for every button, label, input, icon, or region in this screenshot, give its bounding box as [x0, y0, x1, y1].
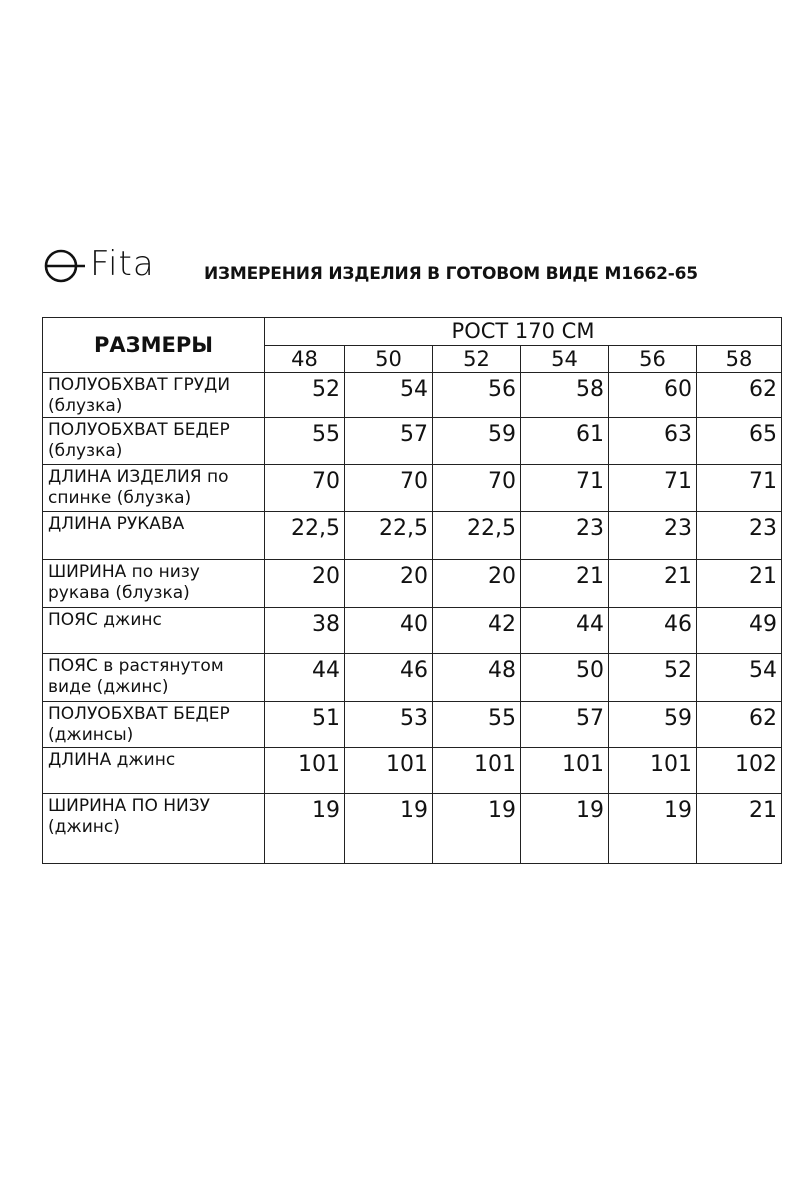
size-header: 48: [265, 345, 345, 373]
row-label: ДЛИНА джинс: [43, 748, 265, 794]
table-row: [43, 512, 782, 560]
table-cell: 46: [609, 608, 697, 654]
table-cell: 59: [433, 418, 521, 465]
row-label: ДЛИНА ИЗДЕЛИЯ по спинке (блузка): [43, 465, 265, 512]
table-cell: 70: [433, 465, 521, 512]
table-cell: 49: [697, 608, 782, 654]
table-cell: 44: [521, 608, 609, 654]
table-cell: 62: [697, 702, 782, 748]
table-cell: 22,5: [433, 512, 521, 560]
table-cell: 56: [433, 373, 521, 418]
table-cell: 50: [521, 654, 609, 702]
table-cell: 20: [345, 560, 433, 608]
table-cell: 54: [345, 373, 433, 418]
table-cell: 71: [521, 465, 609, 512]
table-cell: 58: [521, 373, 609, 418]
table-cell: 55: [433, 702, 521, 748]
size-header: 50: [345, 345, 433, 373]
size-chart-table: [42, 317, 782, 864]
table-cell: 101: [345, 748, 433, 794]
row-label: ДЛИНА РУКАВА: [43, 512, 265, 560]
table-cell: 42: [433, 608, 521, 654]
size-header: 58: [697, 345, 782, 373]
table-cell: 21: [521, 560, 609, 608]
size-header: 56: [609, 345, 697, 373]
table-cell: 63: [609, 418, 697, 465]
table-cell: 101: [609, 748, 697, 794]
table-cell: 22,5: [265, 512, 345, 560]
table-cell: 52: [265, 373, 345, 418]
table-cell: 51: [265, 702, 345, 748]
table-cell: 57: [345, 418, 433, 465]
size-header: 52: [433, 345, 521, 373]
table-cell: 22,5: [345, 512, 433, 560]
row-label: ПОЛУОБХВАТ БЕДЕР (блузка): [43, 418, 265, 465]
table-cell: 55: [265, 418, 345, 465]
table-cell: 62: [697, 373, 782, 418]
table-row: [43, 560, 782, 608]
table-cell: 23: [521, 512, 609, 560]
table-cell: 101: [433, 748, 521, 794]
table-cell: 20: [433, 560, 521, 608]
table-cell: 52: [609, 654, 697, 702]
table-cell: 19: [433, 794, 521, 864]
table-row: [43, 373, 782, 418]
size-header: 54: [521, 345, 609, 373]
table-row: [43, 702, 782, 748]
table-cell: 53: [345, 702, 433, 748]
table-cell: 48: [433, 654, 521, 702]
table-cell: 57: [521, 702, 609, 748]
table-cell: 19: [345, 794, 433, 864]
table-cell: 60: [609, 373, 697, 418]
row-label: ПОЯС в растянутом виде (джинс): [43, 654, 265, 702]
table-header-row: [43, 318, 782, 346]
table-row: [43, 794, 782, 864]
corner-label: РАЗМЕРЫ: [43, 318, 265, 373]
table-cell: 46: [345, 654, 433, 702]
table-row: [43, 654, 782, 702]
table-cell: 101: [521, 748, 609, 794]
height-group-header: РОСТ 170 СМ: [265, 318, 782, 346]
page-header: [44, 240, 784, 300]
table-cell: 71: [697, 465, 782, 512]
table-cell: 59: [609, 702, 697, 748]
row-label: ПОЯС джинс: [43, 608, 265, 654]
table-cell: 54: [697, 654, 782, 702]
table-cell: 21: [609, 560, 697, 608]
table-cell: 40: [345, 608, 433, 654]
table-cell: 38: [265, 608, 345, 654]
table-row: [43, 748, 782, 794]
table-cell: 23: [697, 512, 782, 560]
table-cell: 61: [521, 418, 609, 465]
table-cell: 44: [265, 654, 345, 702]
table-cell: 70: [345, 465, 433, 512]
table-cell: 102: [697, 748, 782, 794]
table-cell: 19: [609, 794, 697, 864]
page-title: ИЗМЕРЕНИЯ ИЗДЕЛИЯ В ГОТОВОМ ВИДЕ М1662-65: [204, 264, 698, 284]
brand-logo: [44, 240, 194, 288]
table-row: [43, 608, 782, 654]
row-label: ШИРИНА ПО НИЗУ (джинс): [43, 794, 265, 864]
row-label: ПОЛУОБХВАТ БЕДЕР (джинсы): [43, 702, 265, 748]
table-cell: 21: [697, 560, 782, 608]
table-row: [43, 465, 782, 512]
table-cell: 20: [265, 560, 345, 608]
table-cell: 21: [697, 794, 782, 864]
brand-name: Fita: [90, 244, 155, 284]
table-row: [43, 418, 782, 465]
row-label: ПОЛУОБХВАТ ГРУДИ (блузка): [43, 373, 265, 418]
table-cell: 19: [521, 794, 609, 864]
table-cell: 23: [609, 512, 697, 560]
table-cell: 65: [697, 418, 782, 465]
table-cell: 101: [265, 748, 345, 794]
table-cell: 70: [265, 465, 345, 512]
row-label: ШИРИНА по низу рукава (блузка): [43, 560, 265, 608]
brand-theta-icon: [44, 242, 88, 286]
table-cell: 71: [609, 465, 697, 512]
table-cell: 19: [265, 794, 345, 864]
